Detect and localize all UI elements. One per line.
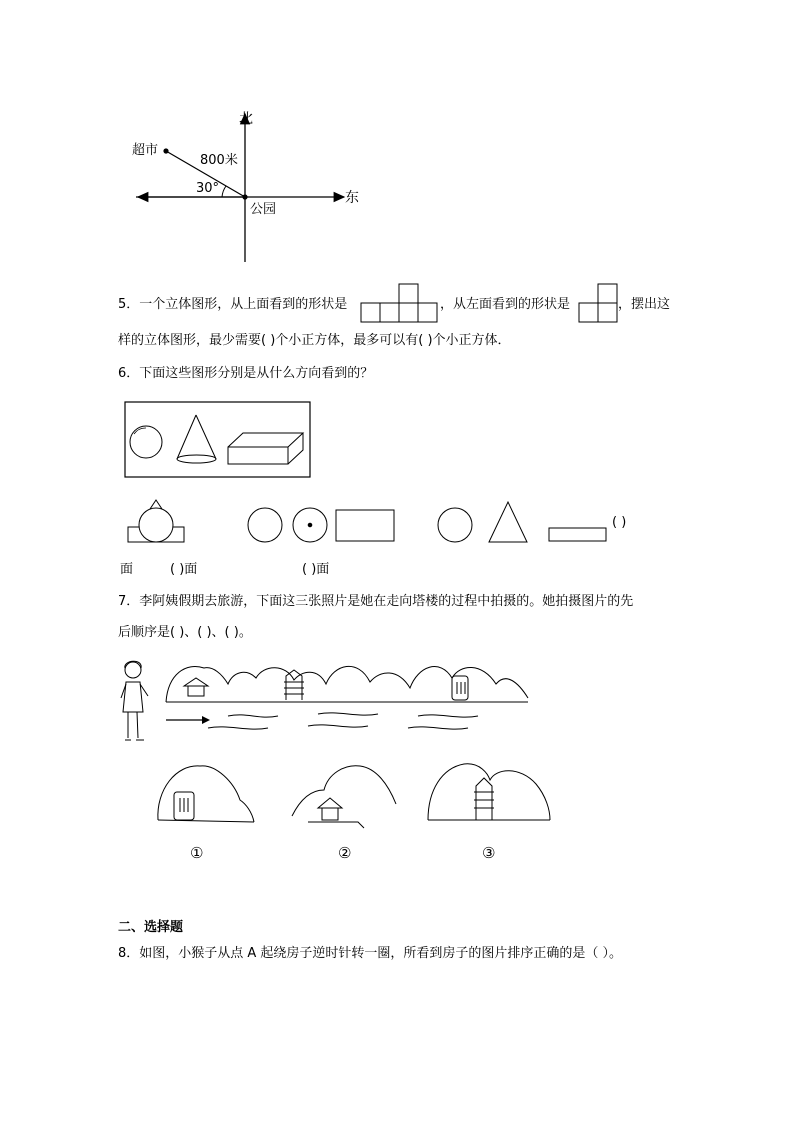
q6-label-3: ( )面 — [302, 562, 330, 577]
view-group-2 — [248, 508, 394, 542]
angle-arc — [222, 186, 226, 197]
cuboid-shape — [228, 433, 303, 464]
travel-scene — [118, 654, 538, 749]
photo-2 — [288, 760, 398, 830]
park-label: 公园 — [250, 202, 277, 217]
supermarket-label: 超市 — [132, 143, 159, 158]
q5-text-line2: 样的立体图形，最少需要( )个小正方体，最多可以有( )个小正方体． — [118, 333, 511, 348]
q7-line2: 后顺序是( )、( )、( )。 — [118, 625, 252, 640]
section-heading: 二、选择题 — [118, 920, 184, 935]
q6-title: 6．下面这些图形分别是从什么方向看到的？ — [118, 366, 374, 381]
direction-arrow — [166, 716, 210, 724]
distance-label: 800米 — [200, 153, 238, 168]
supermarket-point — [163, 148, 168, 153]
q5-text-part3: ，摆出这 — [618, 297, 671, 312]
q5-text-part2: ，从左面看到的形状是 — [440, 297, 571, 312]
mountain-range — [166, 666, 528, 702]
view-group-1 — [128, 500, 184, 542]
q5-text-part1: 5．一个立体图形，从上面看到的形状是 — [118, 297, 348, 312]
water-lines — [208, 713, 478, 729]
photo-label-2: ② — [338, 844, 352, 862]
q6-blank-right: ( ) — [612, 515, 627, 530]
photo-label-3: ③ — [482, 844, 496, 862]
photo-3 — [424, 760, 554, 830]
angle-label: 30° — [196, 181, 220, 196]
woman-figure — [121, 661, 148, 740]
q8-text: 8．如图，小猴子从点 A 起绕房子逆时针转一圈，所看到房子的图片排序正确的是（ ）。 — [118, 946, 623, 961]
q7-line1: 7．李阿姨假期去旅游，下面这三张照片是她在走向塔楼的过程中拍摄的。她拍摄图片的先 — [118, 594, 634, 609]
compass-diagram — [0, 0, 794, 280]
sphere-shape — [130, 426, 162, 458]
photo-label-1: ① — [190, 844, 204, 862]
views-row — [120, 494, 680, 554]
north-label: 北 — [239, 111, 253, 127]
photo-1 — [156, 760, 256, 830]
east-label: 东 — [345, 190, 359, 206]
q6-label-1: 面 — [120, 562, 134, 577]
solids-box — [124, 401, 314, 481]
view-group-3 — [438, 502, 606, 542]
pavilion-icon — [184, 678, 208, 696]
stone-tablet-icon — [452, 676, 468, 700]
top-view-shape — [361, 283, 441, 323]
q6-label-2: ( )面 — [170, 562, 198, 577]
cone-shape — [177, 415, 216, 463]
park-point — [242, 194, 247, 199]
